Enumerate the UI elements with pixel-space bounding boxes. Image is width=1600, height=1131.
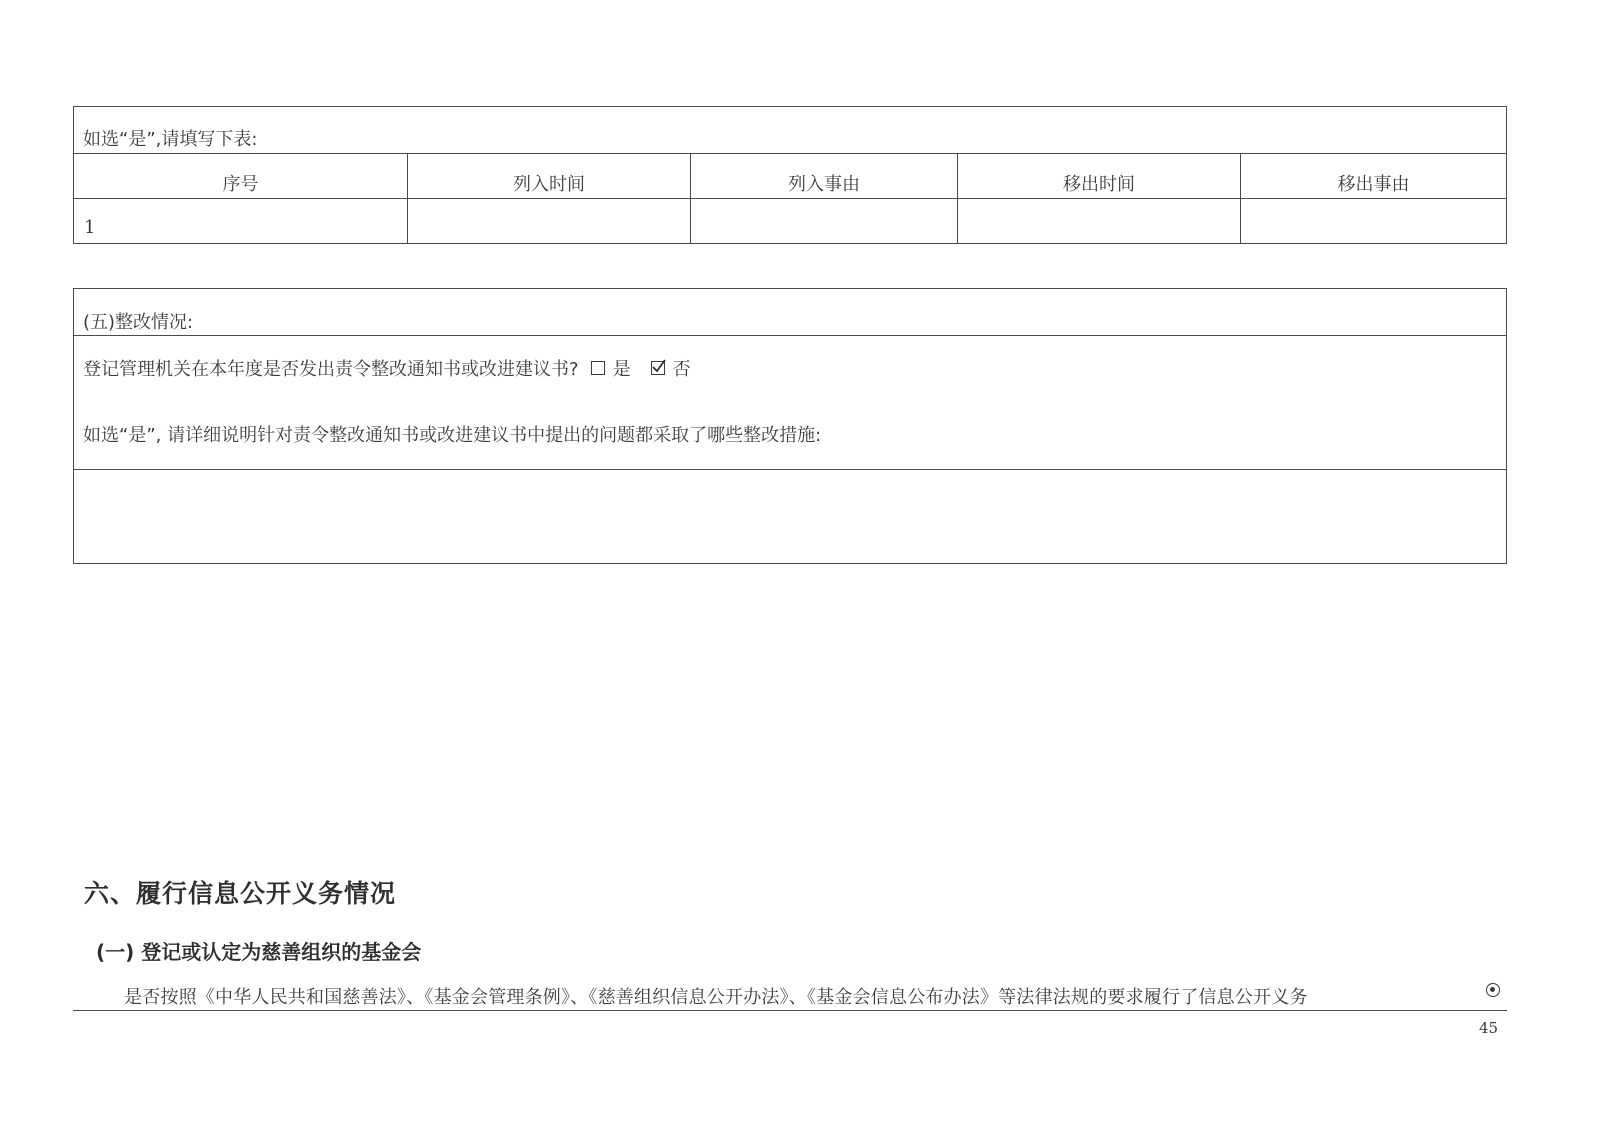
- no-label: 否: [672, 359, 691, 380]
- page-number: 45: [1479, 1019, 1499, 1037]
- cell-listed-time: [407, 198, 690, 243]
- section-heading: 六、履行信息公开义务情况: [84, 879, 397, 908]
- rectification-question-block: [74, 335, 1506, 470]
- checkmark-icon: [650, 358, 668, 376]
- listing-table-title: 如选“是”,请填写下表:: [83, 129, 258, 150]
- rectification-answer-field[interactable]: [74, 469, 1506, 563]
- header-serial: 序号: [222, 174, 259, 195]
- header-removed-reason: 移出事由: [1240, 153, 1506, 198]
- yes-label: 是: [612, 359, 631, 380]
- bottom-divider: [73, 1010, 1507, 1011]
- header-removed-time: 移出时间: [957, 153, 1240, 198]
- listing-table-title-row: [74, 107, 1506, 154]
- no-checkbox[interactable]: [651, 361, 665, 375]
- cell-serial: 1: [84, 217, 96, 238]
- header-listed-reason: 列入事由: [690, 153, 957, 198]
- listing-table: [73, 106, 1507, 244]
- rectification-title-row: [74, 289, 1506, 336]
- rectification-question: 登记管理机关在本年度是否发出责令整改通知书或改进建议书?: [83, 359, 579, 380]
- rectification-explain: 如选“是”, 请详细说明针对责令整改通知书或改进建议书中提出的问题都采取了哪些整改措施:: [83, 425, 822, 446]
- yes-checkbox[interactable]: [591, 361, 605, 375]
- subsection-heading: (一) 登记或认定为慈善组织的基金会: [96, 940, 422, 964]
- cell-listed-reason: [690, 198, 957, 243]
- compliance-question: 是否按照《中华人民共和国慈善法》、《基金会管理条例》、《慈善组织信息公开办法》、《基金会信息公布办法》等法律法规的要求履行了信息公开义务: [124, 987, 1308, 1008]
- rectification-title: (五)整改情况:: [83, 312, 194, 333]
- rectification-table: [73, 288, 1507, 564]
- header-listed-time: 列入时间: [407, 153, 690, 198]
- listing-table-header-row: [74, 153, 1506, 199]
- table-row: [74, 198, 1506, 243]
- rectification-question-line: [83, 355, 699, 381]
- compliance-radio[interactable]: [1486, 983, 1500, 997]
- cell-removed-reason: [1240, 198, 1506, 243]
- cell-removed-time: [957, 198, 1240, 243]
